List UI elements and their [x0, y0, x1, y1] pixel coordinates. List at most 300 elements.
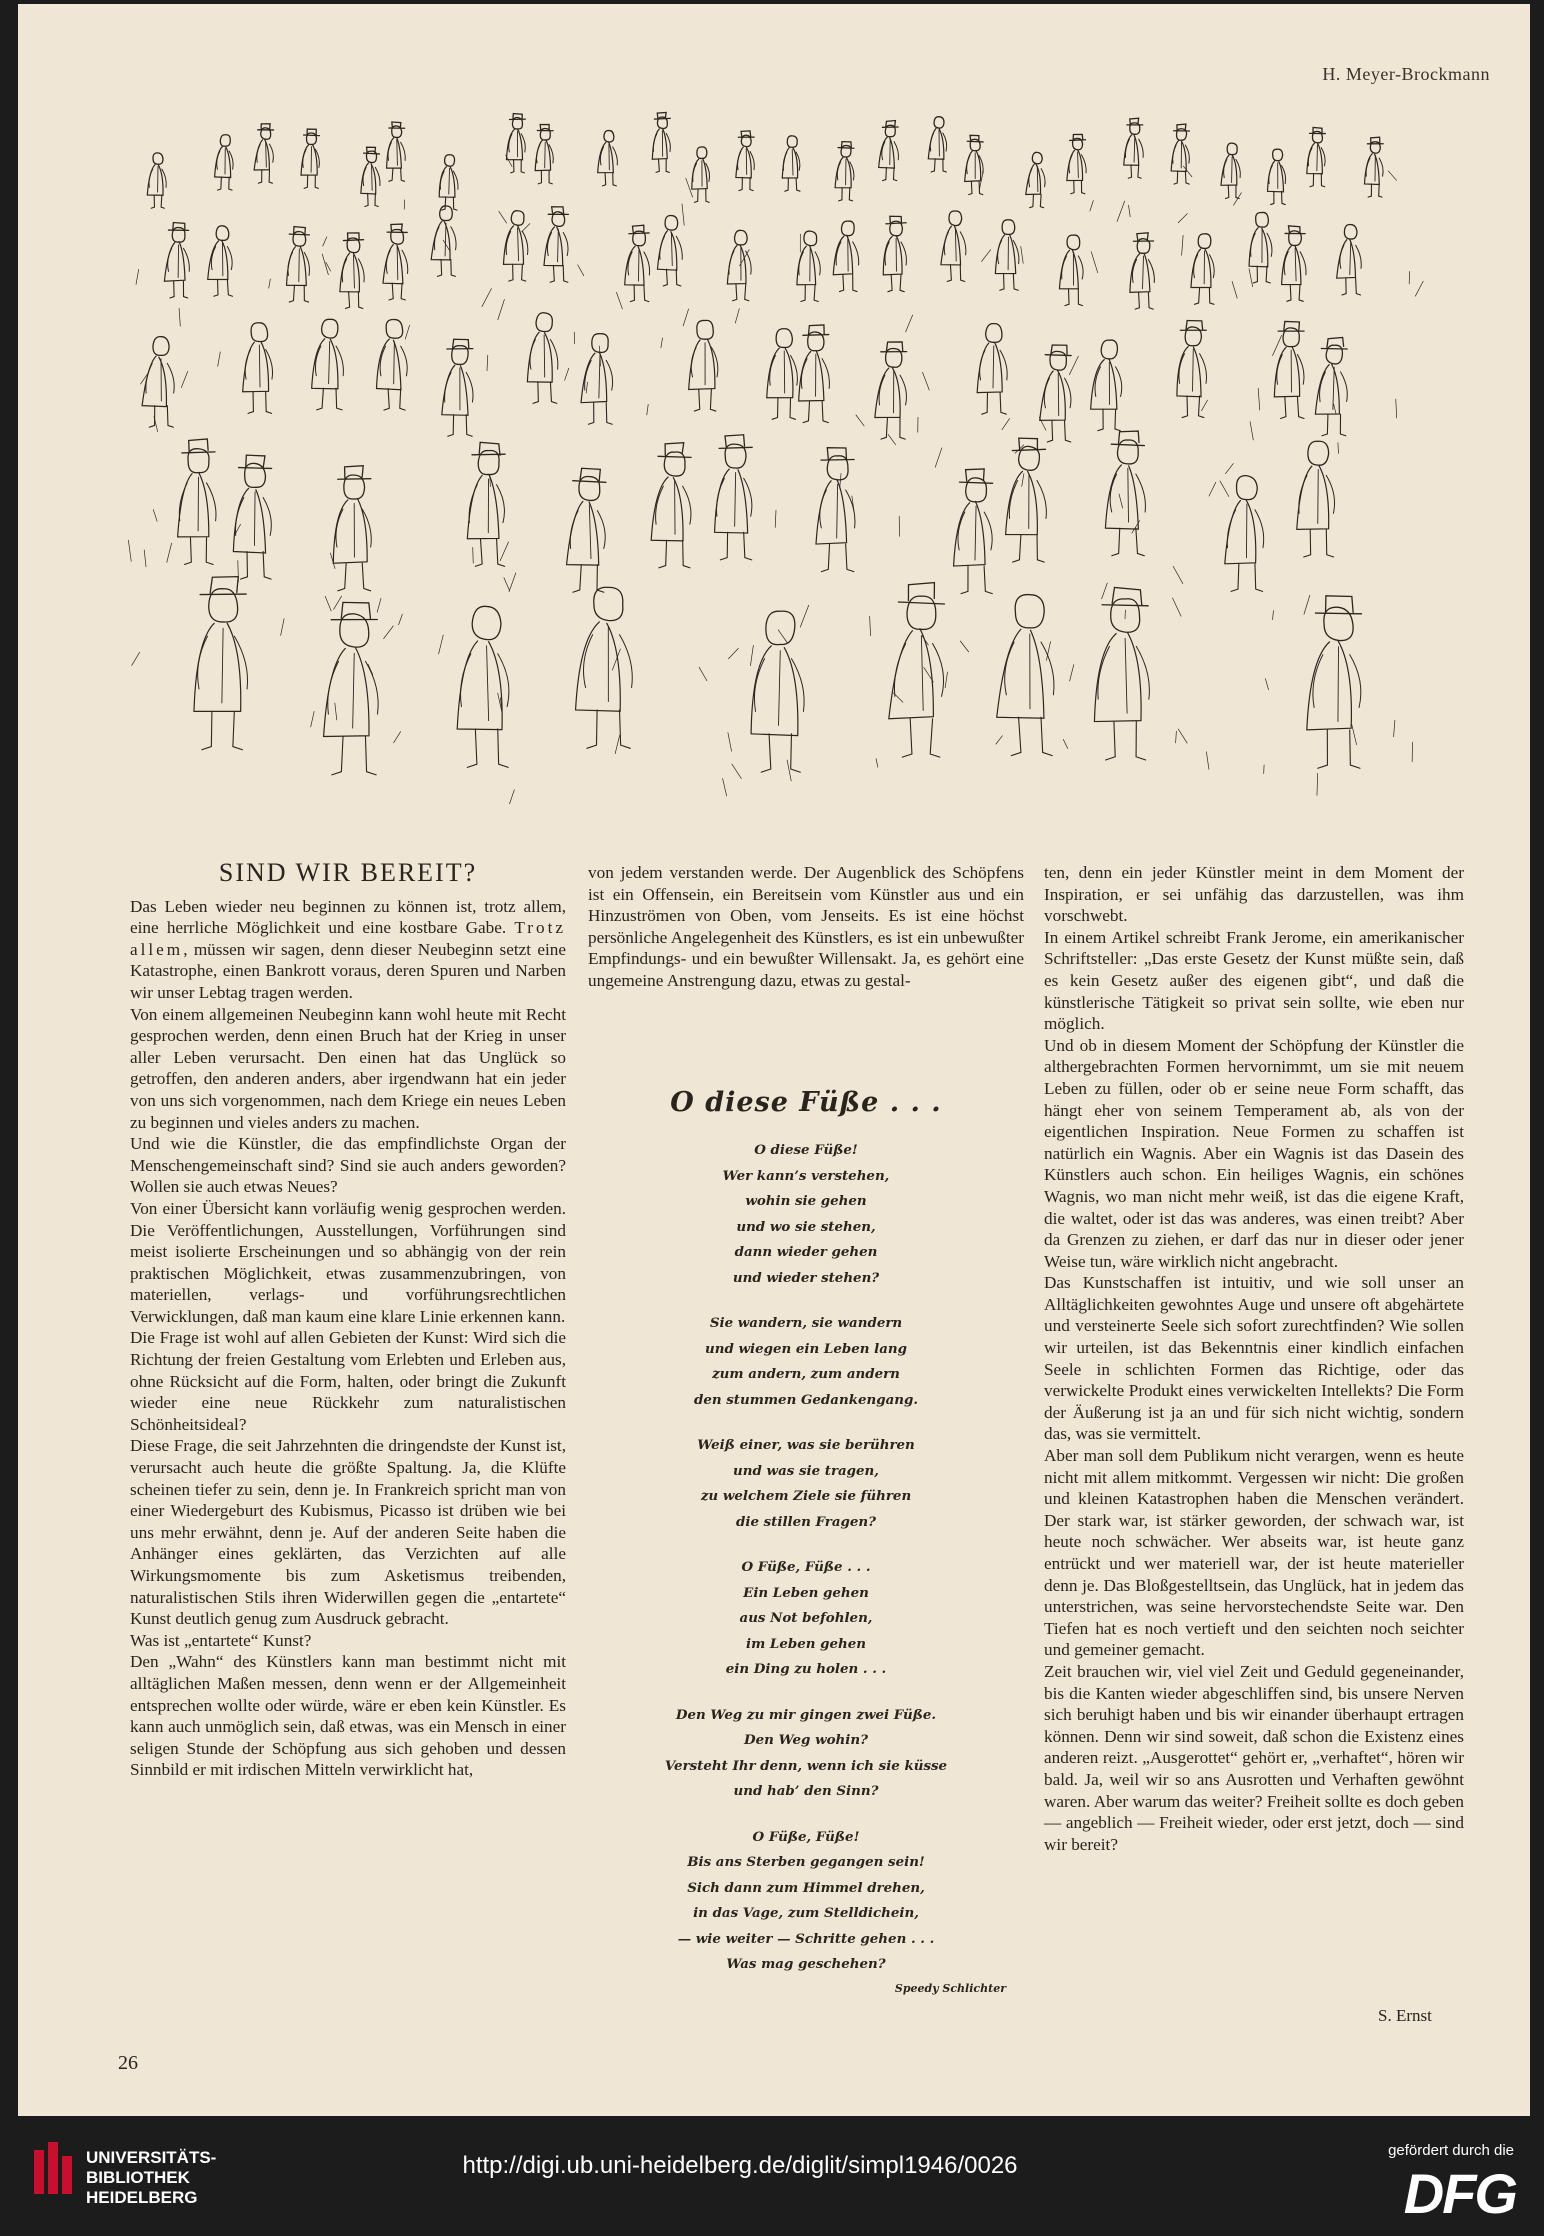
sketch-stroke: [1396, 399, 1397, 418]
sketch-stroke: [941, 226, 961, 265]
sketch-stroke: [723, 778, 727, 795]
poem-line: und wo sie stehen,: [736, 1218, 876, 1235]
sketch-stroke: [338, 466, 371, 480]
sketch-stroke: [448, 415, 472, 437]
sketch-stroke: [1249, 269, 1253, 287]
sketch-stroke: [902, 719, 939, 757]
sketch-stroke: [144, 550, 146, 567]
poem-line: Den Weg zu mir gingen zwei Füße.: [675, 1706, 937, 1723]
sketch-stroke: [1415, 281, 1423, 296]
sketch-stroke: [211, 247, 215, 270]
sketch-stroke: [1322, 414, 1346, 436]
sketch-stroke: [750, 645, 753, 665]
article-paragraph: Und ob in diesem Moment der Schöpfung der Künstler die althergebrachten Formen hervornimmt, um sie mit neuem Leben zu füllen, oder ob er seine neue Form schafft, das hängt eher von seinem Temperament ab, als von der eigentlichen Inspiration. Neue Formen zu schaffen ist natürlich ein Wagnis. Aber ein Wagnis ist das Dasein des Künstlers auch schon. Ein heiliges Wagnis, ein schönes Wagnis, wo man nicht mehr weiß, ist das die eigene Kraft, die waltet, oder ist das was anderes, was einen treibt? Aber da Grenzen zu ziehen, er darf das nur in dieser oder jener Weise tun, wäre wirklich nicht angebracht.: [1044, 1035, 1464, 1271]
sketch-stroke: [589, 505, 591, 559]
sketch-stroke: [287, 247, 307, 286]
sketch-stroke: [671, 233, 672, 266]
sketch-stroke: [368, 664, 373, 674]
sketch-stroke: [647, 404, 648, 415]
sketch-stroke: [883, 236, 902, 275]
sketch-stroke: [353, 653, 355, 728]
sketch-stroke: [804, 231, 817, 246]
page-number: 26: [118, 2052, 138, 2074]
sketch-stroke: [1271, 191, 1286, 204]
sketch-stroke: [1225, 464, 1233, 474]
sketch-stroke: [1182, 396, 1204, 418]
sketch-stroke: [1022, 474, 1024, 487]
sketch-stroke: [697, 147, 707, 158]
sketch-stroke: [214, 279, 233, 296]
sketch-stroke: [931, 159, 946, 172]
sketch-stroke: [1037, 480, 1046, 518]
university-library-name[interactable]: UNIVERSITÄTS- BIBLIOTHEK HEIDELBERG: [86, 2148, 217, 2207]
sketch-stroke: [377, 598, 381, 612]
sketch-stroke: [1209, 482, 1216, 496]
sketch-stroke: [787, 136, 797, 147]
sketch-stroke: [736, 147, 751, 178]
sketch-stroke: [303, 149, 306, 167]
sketch-stroke: [1379, 158, 1383, 176]
sketch-stroke: [900, 375, 906, 405]
sketch-stroke: [259, 345, 260, 387]
sketch-stroke: [467, 729, 508, 767]
sketch-stroke: [487, 646, 489, 721]
sketch-stroke: [547, 233, 551, 256]
sketch-stroke: [445, 223, 446, 256]
sketch-stroke: [1253, 266, 1270, 283]
sketch-stroke: [1091, 360, 1117, 410]
sketch-stroke: [1069, 155, 1072, 173]
sketch-stroke: [1237, 476, 1258, 500]
sketch-stroke: [719, 435, 752, 449]
poem-author: Speedy Schlichter: [894, 1982, 1006, 1995]
sketch-stroke: [659, 540, 690, 568]
illustrator-credit: H. Meyer-Brockmann: [1322, 64, 1490, 84]
viewer-footer: [0, 2116, 1544, 2236]
sketch-stroke: [1094, 633, 1141, 722]
sketch-stroke: [801, 285, 818, 302]
sketch-stroke: [853, 242, 859, 265]
sketch-stroke: [1194, 255, 1198, 278]
sketch-stroke: [334, 596, 342, 609]
sketch-stroke: [563, 233, 568, 256]
sketch-stroke: [628, 252, 632, 275]
article-paragraph: Von einer Übersicht kann vorläufig wenig gesprochen werden. Die Veröffentlichungen, Ausstellungen, Vorführungen sind meist isolierte Erscheinungen und so abhängig von der rein praktischen Möglichkeit, etwas zusammenzubringen, von materiellen, verlags- und vorführungsrechtlichen Verwicklungen, daß man kaum eine klare Linie erkennen kann.: [130, 1198, 566, 1326]
sketch-stroke: [128, 540, 131, 561]
sketch-stroke: [365, 661, 378, 714]
sketch-stroke: [365, 193, 378, 206]
sketch-stroke: [882, 121, 898, 128]
sketch-stroke: [606, 360, 612, 390]
sketch-stroke: [1067, 235, 1080, 250]
sketch-stroke: [1117, 201, 1125, 221]
sketch-stroke: [335, 703, 337, 720]
sketch-stroke: [289, 227, 309, 235]
sketch-stroke: [947, 265, 965, 282]
sketch-stroke: [241, 552, 272, 580]
sketch-stroke: [697, 320, 713, 339]
sketch-stroke: [1090, 201, 1093, 211]
sketch-stroke: [732, 764, 741, 778]
sketch-stroke: [439, 635, 444, 654]
sketch-stroke: [676, 236, 682, 259]
sketch-stroke: [600, 147, 603, 165]
sketch-stroke: [599, 356, 600, 398]
sketch-stroke: [663, 269, 681, 286]
sketch-stroke: [821, 448, 854, 460]
sketch-stroke: [1308, 441, 1329, 465]
poem-line: die stillen Fragen?: [736, 1513, 876, 1530]
sketch-stroke: [1058, 374, 1059, 416]
sketch-stroke: [1070, 665, 1074, 681]
sketch-stroke: [545, 142, 546, 168]
sketch-stroke: [1071, 181, 1085, 194]
sketch-stroke: [1287, 285, 1303, 302]
sketch-stroke: [1342, 278, 1361, 295]
sketch-stroke: [1315, 596, 1361, 614]
sketch-stroke: [1180, 321, 1206, 331]
sketch-stroke: [394, 732, 401, 743]
article-paragraph: Was ist „entartete“ Kunst?: [130, 1630, 312, 1650]
sketch-stroke: [1317, 145, 1318, 171]
sketch-stroke: [1295, 248, 1296, 281]
poem-line: Bis ans Sterben gegangen sein!: [687, 1854, 925, 1870]
sketch-stroke: [738, 152, 741, 170]
sketch-stroke: [330, 553, 335, 568]
sketch-stroke: [630, 285, 649, 302]
sketch-stroke: [431, 221, 450, 260]
permalink-url[interactable]: http://digi.ub.uni-heidelberg.de/diglit/simpl1946/0026: [462, 2152, 1018, 2179]
magazine-page: [18, 4, 1530, 2116]
sketch-stroke: [664, 452, 685, 476]
sketch-stroke: [1249, 228, 1268, 267]
article-paragraph: Von einem allgemeinen Neubeginn kann wohl heute mit Recht gesprochen werden, denn einen Bruch hat der Krieg in unser aller Leben verursacht. Den einen hat das Unglück so getroffen, den anderen anders, aber irgendwann hat ein jeder von uns sich vorgenommen, nach dem Kriege ein neues Leben zu beginnen und vieles anders zu machen.: [130, 1004, 566, 1132]
sketch-stroke: [839, 275, 857, 292]
sketch-stroke: [1102, 587, 1148, 605]
emphasis-text: Trotz allem: [130, 918, 566, 959]
sketch-stroke: [509, 790, 515, 804]
sketch-stroke: [389, 168, 405, 181]
sketch-stroke: [202, 711, 243, 749]
sketch-stroke: [1065, 289, 1083, 306]
dfg-logo[interactable]: DFG: [1403, 2162, 1516, 2225]
sketch-stroke: [1341, 372, 1348, 402]
sketch-stroke: [1091, 252, 1097, 273]
sketch-stroke: [856, 415, 864, 426]
poem-line: und wieder stehen?: [732, 1269, 880, 1286]
sketch-stroke: [1324, 607, 1353, 640]
sketch-stroke: [1134, 136, 1135, 162]
poem-line: Versteht Ihr denn, wenn ich sie küsse: [664, 1757, 948, 1774]
sketch-stroke: [735, 473, 736, 527]
sketch-stroke: [587, 710, 630, 748]
sketch-stroke: [960, 641, 968, 652]
sketch-stroke: [1125, 638, 1127, 713]
sketch-stroke: [885, 242, 889, 265]
sketch-stroke: [1026, 164, 1041, 195]
sketch-stroke: [208, 241, 228, 280]
sketch-stroke: [1132, 259, 1136, 282]
sketch-stroke: [269, 144, 273, 162]
poem-line: im Leben gehen: [745, 1635, 866, 1652]
sketch-stroke: [167, 363, 174, 393]
sketch-stroke: [934, 117, 944, 128]
poem-stanza: [588, 1311, 1024, 1413]
sketch-stroke: [638, 248, 639, 281]
sketch-stroke: [1174, 171, 1189, 184]
poem-line: Weiß einer, was sie berühren: [697, 1437, 915, 1453]
poem-line: und wiegen ein Leben lang: [705, 1340, 907, 1357]
sketch-stroke: [518, 228, 519, 261]
sketch-stroke: [544, 227, 563, 266]
sketch-stroke: [1318, 730, 1360, 768]
article-column-2: [588, 862, 1024, 992]
sketch-stroke: [998, 241, 1002, 264]
sketch-stroke: [299, 249, 300, 282]
sketch-stroke: [439, 167, 455, 198]
sketch-stroke: [498, 300, 505, 320]
sketch-stroke: [652, 128, 667, 159]
sketch-stroke: [907, 596, 936, 629]
sketch-stroke: [301, 145, 317, 175]
poem-line: Ein Leben gehen: [743, 1584, 869, 1601]
sketch-stroke: [961, 566, 992, 594]
poem-stanza: [588, 1703, 1024, 1805]
sketch-stroke: [475, 539, 504, 567]
sketch-stroke: [389, 122, 405, 128]
sketch-stroke: [451, 227, 456, 250]
sketch-stroke: [394, 342, 395, 384]
sketch-stroke: [401, 346, 408, 376]
sketch-stroke: [1344, 225, 1357, 240]
sketch-stroke: [522, 224, 530, 232]
sketch-stroke: [504, 578, 510, 591]
sketch-stroke: [153, 337, 169, 356]
sketch-stroke: [1273, 611, 1274, 620]
sketch-stroke: [1128, 468, 1129, 522]
sketch-stroke: [567, 501, 599, 565]
sketch-stroke: [692, 158, 707, 189]
sketch-stroke: [982, 250, 991, 262]
sketch-stroke: [1039, 417, 1046, 430]
sketch-stroke: [665, 216, 678, 231]
sketch-stroke: [1040, 371, 1066, 421]
sketch-stroke: [1112, 528, 1145, 556]
sketch-stroke: [882, 142, 885, 160]
sketch-stroke: [399, 614, 403, 624]
sketch-stroke: [604, 131, 614, 142]
sketch-stroke: [386, 250, 390, 273]
sketch-stroke: [1172, 598, 1181, 616]
sketch-stroke: [469, 485, 477, 523]
sketch-stroke: [170, 281, 188, 298]
article-paragraph: Zeit brauchen wir, viel viel Zeit und Geduld gegeneinander, bis die Kanten wieder abgeschliffen sind, bis unsere Nerven sich beruhigt haben und bis wir einander überhaupt ertragen können. Denn wir sind soweit, daß schon die Existenz eines anderen reizt. „Ausgerottet“ gehört er, „verhaftet“, hören wir bald. Ja, weil wir so ans Ausrotten und Verhaften gewöhnt waren. Aber warum das weiter? Freiheit sollte es doch geben — angeblich — Freiheit wieder, oder erst jetzt, doch — sind wir bereit?: [1044, 1661, 1464, 1854]
sketch-stroke: [751, 646, 798, 736]
sketch-stroke: [898, 583, 944, 604]
sketch-stroke: [1321, 337, 1347, 349]
sketch-stroke: [841, 221, 854, 236]
sketch-stroke: [1304, 595, 1310, 614]
sketch-stroke: [1095, 367, 1100, 397]
sketch-stroke: [1047, 420, 1071, 442]
sketch-stroke: [815, 252, 820, 275]
sketch-stroke: [728, 648, 738, 658]
sketch-stroke: [1334, 404, 1336, 414]
sketch-stroke: [509, 134, 512, 152]
sketch-stroke: [1317, 773, 1318, 795]
sketch-stroke: [258, 124, 274, 130]
poem-line: den stummen Gedankengang.: [693, 1391, 919, 1408]
sketch-stroke: [387, 224, 407, 232]
sketch-stroke: [782, 148, 797, 178]
sketch-stroke: [1273, 335, 1282, 355]
sketch-stroke: [289, 285, 308, 302]
sketch-stroke: [146, 363, 152, 393]
poem-title: O diese Füße . . .: [670, 1087, 942, 1118]
sketch-stroke: [372, 165, 373, 191]
article-paragraph: von jedem verstanden werde. Der Augenblick des Schöpfens ist ein Offensein, ein Bereitsein vom Künstler aus und ein Hinzuströmen von Oben, vom Jenseits. Es ist eine höchst persönliche Angelegenheit des Künstlers, es ist ein unbewußter Empfindungs- und ein bewußter Willensakt. Ja, es gehört eine ungemeine Anstrengung dazu, etwas zu gestal-: [588, 863, 1024, 990]
sketch-stroke: [333, 499, 367, 564]
sketch-stroke: [1182, 235, 1184, 255]
article-column-1: [130, 858, 566, 1781]
sketch-stroke: [1274, 347, 1299, 397]
sketch-stroke: [578, 265, 584, 276]
sketch-stroke: [584, 635, 593, 688]
sketch-stroke: [153, 153, 163, 164]
sketch-stroke: [839, 188, 853, 201]
sketch-stroke: [258, 170, 272, 183]
sketch-stroke: [1278, 321, 1304, 331]
sketch-stroke: [1037, 166, 1038, 192]
sketch-stroke: [338, 563, 371, 591]
sketch-stroke: [397, 140, 398, 166]
sketch-stroke: [775, 510, 776, 527]
sketch-stroke: [613, 147, 618, 165]
sketch-stroke: [1206, 752, 1209, 769]
sketch-stroke: [216, 226, 229, 241]
sketch-stroke: [1220, 481, 1229, 497]
sketch-stroke: [167, 543, 172, 562]
sketch-stroke: [1299, 475, 1307, 513]
sketch-stroke: [437, 260, 455, 277]
article-paragraph: Aber man soll dem Publikum nicht verargen, wenn es heute nicht mit allem mitkommt. Vergessen wir nicht: Die großen und kleinen Katastrophen haben die Menschen verändert. Der stark war, ist stärker geworden, der schwach war, ist heute noch schwächer. Wer abseits war, ist heute ganz entrückt und wer materiell war, der ist heute materieller denn je. Das Bloßgestelltsein, das Unglück, hat in jedem das unterstrichen, was seine hervorstechendste Seite war. Den Tiefen hat es noch vertieft und den seichten noch seichter und gemeiner gemacht.: [1044, 1446, 1464, 1660]
sketch-stroke: [384, 626, 394, 639]
sketch-stroke: [588, 403, 612, 425]
sketch-stroke: [233, 488, 265, 553]
sketch-stroke: [467, 475, 499, 539]
sketch-stroke: [328, 661, 339, 714]
sketch-stroke: [182, 439, 215, 453]
sketch-stroke: [509, 264, 526, 281]
sketch-stroke: [1143, 256, 1144, 289]
sketch-stroke: [178, 473, 209, 536]
sketch-stroke: [1021, 246, 1023, 263]
sketch-stroke: [449, 168, 450, 194]
sketch-stroke: [984, 512, 992, 550]
sketch-stroke: [739, 177, 753, 190]
sketch-stroke: [499, 211, 507, 223]
sketch-stroke: [565, 368, 569, 380]
sketch-stroke: [816, 479, 847, 544]
sketch-stroke: [1102, 583, 1108, 599]
sketch-stroke: [506, 155, 512, 166]
sketch-stroke: [317, 388, 342, 410]
sketch-stroke: [281, 619, 284, 636]
sketch-stroke: [797, 246, 816, 285]
sketch-stroke: [1101, 340, 1117, 359]
sketch-stroke: [1388, 171, 1396, 180]
sketch-stroke: [1135, 292, 1153, 309]
sketch-stroke: [1002, 418, 1010, 429]
sketch-stroke: [738, 131, 754, 137]
sketch-stroke: [691, 347, 696, 377]
poem-stanza: [588, 1825, 1024, 1978]
sketch-stroke: [472, 442, 505, 455]
sketch-stroke: [194, 623, 241, 711]
sketch-stroke: [1178, 729, 1187, 743]
poem-line: zu welchem Ziele sie führen: [700, 1488, 912, 1504]
sketch-stroke: [579, 476, 600, 500]
sketch-stroke: [875, 368, 900, 418]
article-paragraph: Die Frage ist wohl auf allen Gebieten der Kunst: Wird sich die Richtung der freien Gestaltung vom Erlebten und Erleben aus, ohne Rücksicht auf die Form, halten, oder bringt die Zukunft wieder eine neue Rückkehr zum naturalistischen Schönheitsideal?: [130, 1328, 566, 1434]
sketch-stroke: [440, 206, 453, 221]
sketch-stroke: [179, 483, 187, 521]
sketch-stroke: [967, 156, 970, 174]
sketch-stroke: [733, 284, 749, 301]
article-paragraph: Und wie die Künstler, die das empfindlichste Organ der Menschengemeinschaft sind? Sind sie auch anders geworden? Wollen sie auch etwas Neues?: [130, 1134, 566, 1197]
sketch-stroke: [151, 195, 164, 208]
sketch-stroke: [840, 473, 841, 488]
funded-by-label: gefördert durch die: [1388, 2142, 1514, 2159]
sketch-stroke: [1250, 422, 1253, 440]
sketch-stroke: [995, 235, 1015, 274]
sketch-stroke: [570, 511, 578, 549]
sketch-stroke: [1127, 118, 1143, 125]
article-paragraph: Das Kunstschaffen ist intuitiv, und wie soll unser an Alltäglichkeiten gewohntes Auge und unsere oft abgehärtete und versteinerte Seele sich sofort zurechtfinden? Wie sollen wir urteilen, ist das Bekenntnis einer kindlich einfachen Seele in schlichten Formen das Richtige, oder das verwickelte Produkt eines verwickelten Intellekts? Die Form der Äußerung ist ja an und für sich nicht wichtig, sondern das, was sie vermittelt.: [1044, 1273, 1464, 1444]
sketch-stroke: [200, 577, 246, 595]
sketch-stroke: [387, 138, 402, 168]
sketch-stroke: [445, 372, 451, 402]
poem-line: und hab’ den Sinn?: [733, 1783, 879, 1799]
sketch-stroke: [1174, 124, 1190, 131]
university-library-logo-icon[interactable]: [34, 2142, 78, 2202]
sketch-stroke: [1002, 220, 1015, 235]
sketch-stroke: [1015, 595, 1044, 628]
sketch-stroke: [447, 339, 473, 349]
sketch-stroke: [153, 510, 157, 522]
sketch-stroke: [682, 204, 684, 225]
sketch-stroke: [629, 225, 649, 233]
sketch-stroke: [1338, 647, 1339, 722]
sketch-stroke: [511, 211, 524, 226]
sketch-stroke: [325, 596, 331, 611]
sketch-stroke: [1285, 226, 1305, 234]
sketch-stroke: [800, 605, 808, 627]
article-paragraph: Das Leben wieder neu beginnen zu können ist, trotz allem, eine herrliche Möglichkeit und eine kostbare Gabe. Trotz allem, müssen wir sagen, denn dieser Neubeginn setzt eine Katastrophe, einen Bankrott voraus, deren Spuren und Narben wir unser Lebtag tragen werden.: [130, 896, 566, 1002]
sketch-stroke: [184, 537, 213, 565]
sketch-stroke: [883, 167, 897, 180]
sketch-stroke: [132, 652, 140, 665]
sketch-stroke: [1356, 245, 1362, 268]
article-paragraph: ten, denn ein jeder Künstler meint in dem Moment der Inspiration, er sei unfähig das darzustellen, was ihm vorschwebt.: [1044, 863, 1464, 926]
poem-line: Was mag geschehen?: [726, 1956, 886, 1972]
sketch-stroke: [894, 644, 905, 697]
sketch-stroke: [1201, 400, 1207, 411]
sketch-stroke: [1129, 205, 1131, 217]
sketch-stroke: [683, 309, 688, 326]
sketch-stroke: [1063, 739, 1067, 748]
poem-line: zum andern, zum andern: [712, 1366, 900, 1382]
